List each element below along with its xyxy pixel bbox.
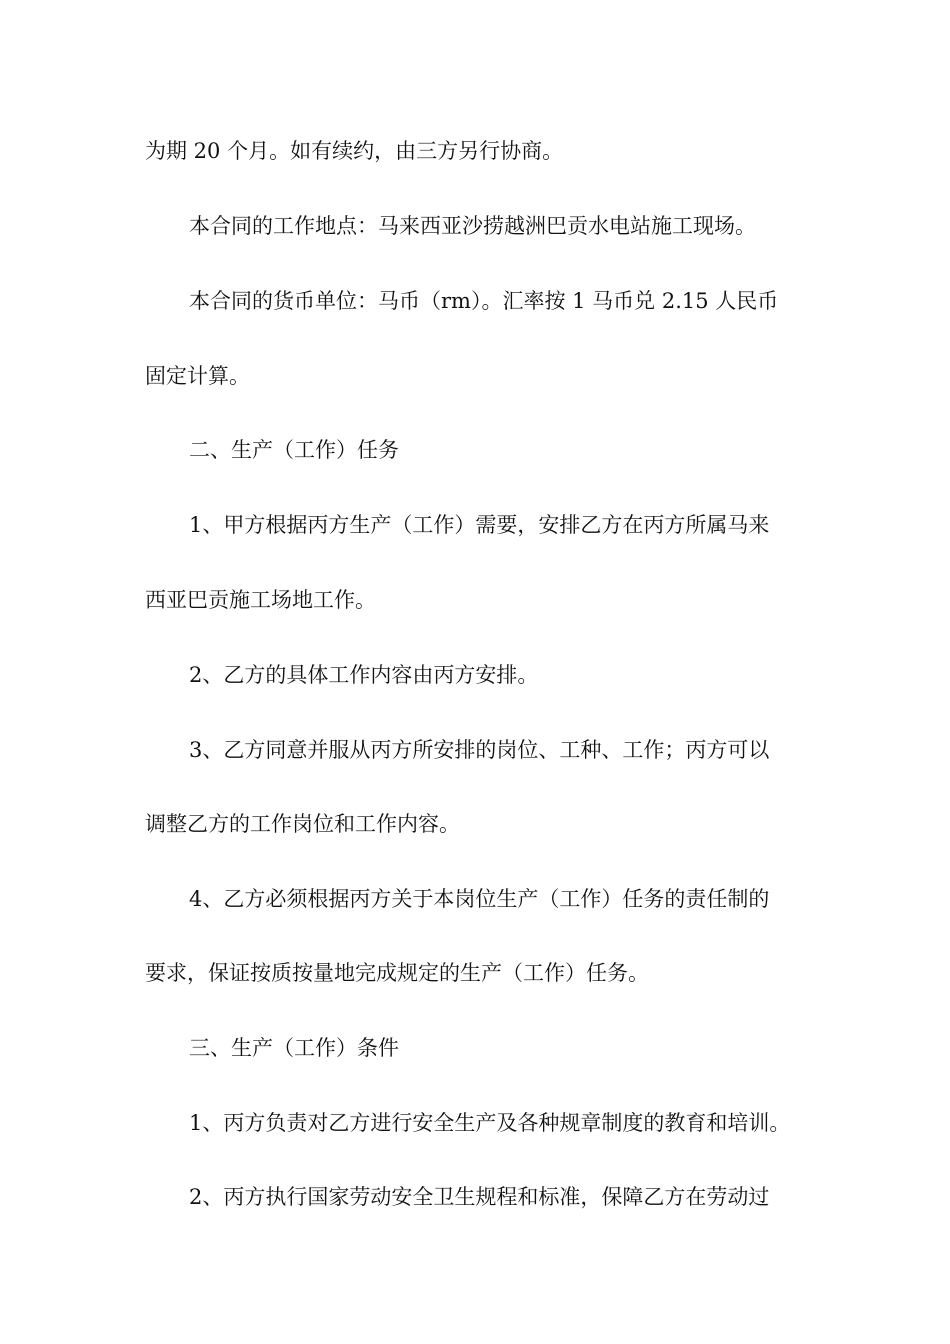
text-line: 1、丙方负责对乙方进行安全生产及各种规章制度的教育和培训。	[189, 1111, 791, 1135]
text-line: 4、乙方必须根据丙方关于本岗位生产（工作）任务的责任制的	[189, 887, 770, 911]
text-line: 为期 20 个月。如有续约，由三方另行协商。	[145, 139, 564, 163]
text-line: 2、乙方的具体工作内容由丙方安排。	[189, 663, 539, 687]
text-line: 西亚巴贡施工场地工作。	[145, 588, 376, 612]
text-line: 1、甲方根据丙方生产（工作）需要，安排乙方在丙方所属马来	[189, 513, 770, 537]
text-line: 3、乙方同意并服从丙方所安排的岗位、工种、工作；丙方可以	[189, 738, 770, 762]
text-line: 本合同的工作地点：马来西亚沙捞越洲巴贡水电站施工现场。	[189, 214, 756, 238]
section-heading: 二、生产（工作）任务	[189, 438, 399, 462]
text-line: 2、丙方执行国家劳动安全卫生规程和标准，保障乙方在劳动过	[189, 1185, 770, 1209]
text-line: 要求，保证按质按量地完成规定的生产（工作）任务。	[145, 961, 649, 985]
section-heading: 三、生产（工作）条件	[189, 1036, 399, 1060]
text-line: 固定计算。	[145, 364, 250, 388]
text-line: 调整乙方的工作岗位和工作内容。	[145, 812, 460, 836]
text-line: 本合同的货币单位：马币（rm）。汇率按 1 马币兑 2.15 人民币	[189, 289, 779, 313]
